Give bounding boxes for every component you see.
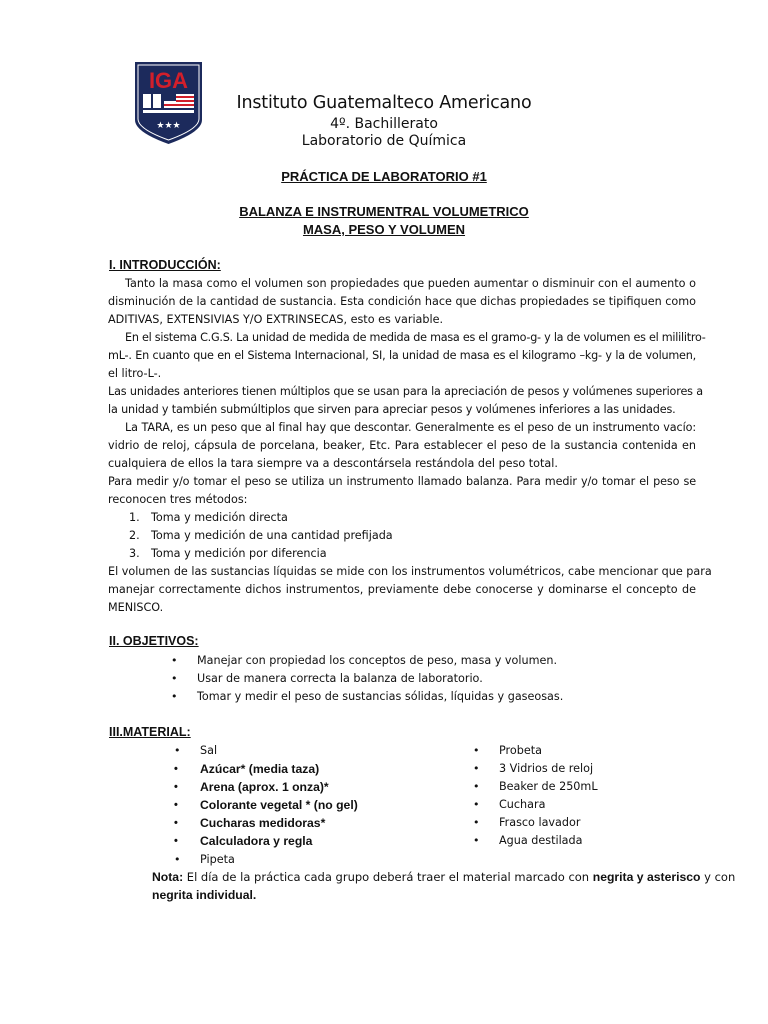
material-text: Arena (aprox. 1 onza)*	[200, 780, 329, 794]
material-text: Calculadora y regla	[200, 834, 313, 848]
objective-item	[171, 689, 564, 705]
bullet: •	[171, 654, 178, 667]
method-text: Toma y medición por diferencia	[151, 547, 327, 560]
closing-line: El volumen de las sustancias líquidas se mide con los instrumentos volumétricos, cabe mencionar que para	[108, 565, 712, 578]
material-text: Colorante vegetal * (no gel)	[200, 798, 358, 812]
bullet: •	[174, 799, 178, 811]
material-item	[473, 743, 542, 759]
intro-line: cualquiera de ellos la tara siempre va a descontársela restándola del peso total.	[108, 457, 558, 470]
note-emphasis: negrita y asterisco	[592, 870, 701, 884]
bullet: •	[171, 690, 178, 703]
bullet: •	[473, 780, 480, 793]
material-item	[174, 797, 358, 813]
grade-label: 4º. Bachillerato	[330, 116, 438, 132]
closing-line: MENISCO.	[108, 601, 164, 614]
intro-line: ADITIVAS, EXTENSIVIAS Y/O EXTRINSECAS, esto es variable.	[108, 313, 444, 326]
material-text: Frasco lavador	[499, 816, 581, 829]
intro-line: vidrio de reloj, cápsula de porcelana, beaker, Etc. Para establecer el peso de la sustancia contenida en	[108, 439, 696, 452]
bullet: •	[473, 816, 480, 829]
note-emphasis: negrita individual.	[152, 888, 257, 902]
topic-title-1: BALANZA E INSTRUMENTRAL VOLUMETRICO	[239, 204, 529, 219]
institution-name: Instituto Guatemalteco Americano	[236, 93, 532, 113]
intro-line: La TARA, es un peso que al final hay que descontar. Generalmente es el peso de un instrumento vacío:	[125, 421, 696, 434]
material-item	[174, 833, 313, 849]
material-item	[174, 815, 326, 831]
material-text: Pipeta	[200, 853, 235, 866]
intro-line: mL-. En cuanto que en el Sistema Internacional, SI, la unidad de masa es el kilogramo –kg- y la de volumen,	[108, 349, 696, 362]
intro-line: la unidad y también submúltiplos que sirven para apreciar pesos y volúmenes inferiores a las unidades.	[108, 403, 676, 416]
intro-line: reconocen tres métodos:	[108, 493, 248, 506]
intro-line: disminución de la cantidad de sustancia. Esta condición hace que dichas propiedades se tipifiquen como	[108, 295, 696, 308]
note-text: El día de la práctica cada grupo deberá traer el material marcado con	[183, 870, 593, 884]
note-label: Nota:	[152, 870, 184, 884]
intro-line: el litro-L-.	[108, 367, 162, 380]
lab-label: Laboratorio de Química	[301, 133, 467, 149]
material-item	[473, 797, 546, 813]
bullet: •	[473, 834, 480, 847]
note-line	[152, 888, 256, 902]
bullet: •	[171, 672, 178, 685]
material-text: 3 Vidrios de reloj	[499, 762, 594, 775]
intro-line: En el sistema C.G.S. La unidad de medida de medida de masa es el gramo-g- y la de volumen es el mililitro-	[125, 331, 706, 344]
practice-title: PRÁCTICA DE LABORATORIO #1	[281, 169, 487, 184]
method-text: Toma y medición de una cantidad prefijada	[151, 529, 393, 542]
material-item	[473, 779, 598, 795]
intro-line: Para medir y/o tomar el peso se utiliza un instrumento llamado balanza. Para medir y/o tomar el peso se	[108, 475, 696, 488]
objective-item	[171, 653, 557, 669]
objective-item	[171, 671, 483, 687]
objectives-heading: II. OBJETIVOS:	[109, 634, 199, 648]
material-item	[174, 779, 329, 795]
intro-line: Las unidades anteriores tienen múltiplos que se usan para la apreciación de pesos y volúmenes superiores a	[108, 385, 703, 398]
method-number: 2.	[129, 529, 140, 542]
closing-line: manejar correctamente dichos instrumentos, previamente debe conocerse y dominarse el concepto de	[108, 583, 696, 596]
material-text: Azúcar* (media taza)	[200, 762, 320, 776]
material-text: Cucharas medidoras*	[200, 816, 326, 830]
intro-line: Tanto la masa como el volumen son propiedades que pueden aumentar o disminuir con el aumento o	[125, 277, 696, 290]
material-item	[473, 833, 583, 849]
note-text: y con	[700, 870, 736, 884]
bullet: •	[174, 744, 181, 757]
objective-text: Usar de manera correcta la balanza de laboratorio.	[197, 672, 483, 685]
material-item	[174, 852, 235, 868]
method-text: Toma y medición directa	[151, 511, 288, 524]
bullet: •	[174, 763, 178, 775]
svg-text:★★★: ★★★	[156, 121, 181, 131]
method-number: 1.	[129, 511, 140, 524]
material-item	[473, 761, 594, 777]
material-text: Probeta	[499, 744, 542, 757]
bullet: •	[473, 798, 480, 811]
objective-text: Tomar y medir el peso de sustancias sólidas, líquidas y gaseosas.	[197, 690, 564, 703]
material-text: Sal	[200, 744, 218, 757]
material-item	[174, 743, 218, 759]
objective-text: Manejar con propiedad los conceptos de peso, masa y volumen.	[197, 654, 557, 667]
iga-logo	[133, 60, 204, 146]
material-text: Cuchara	[499, 798, 546, 811]
material-item	[174, 761, 320, 777]
material-item	[473, 815, 581, 831]
method-number: 3.	[129, 547, 140, 560]
intro-heading: I. INTRODUCCIÓN:	[109, 258, 221, 272]
note-line	[152, 870, 735, 884]
bullet: •	[174, 817, 178, 829]
material-text: Beaker de 250mL	[499, 780, 598, 793]
topic-title-2: MASA, PESO Y VOLUMEN	[302, 222, 466, 237]
material-heading: III.MATERIAL:	[109, 725, 191, 739]
bullet: •	[473, 762, 480, 775]
logo-text: IGA	[148, 68, 189, 93]
bullet: •	[174, 835, 178, 847]
material-text: Agua destilada	[499, 834, 583, 847]
bullet: •	[174, 853, 181, 866]
bullet: •	[174, 781, 178, 793]
bullet: •	[473, 744, 480, 757]
